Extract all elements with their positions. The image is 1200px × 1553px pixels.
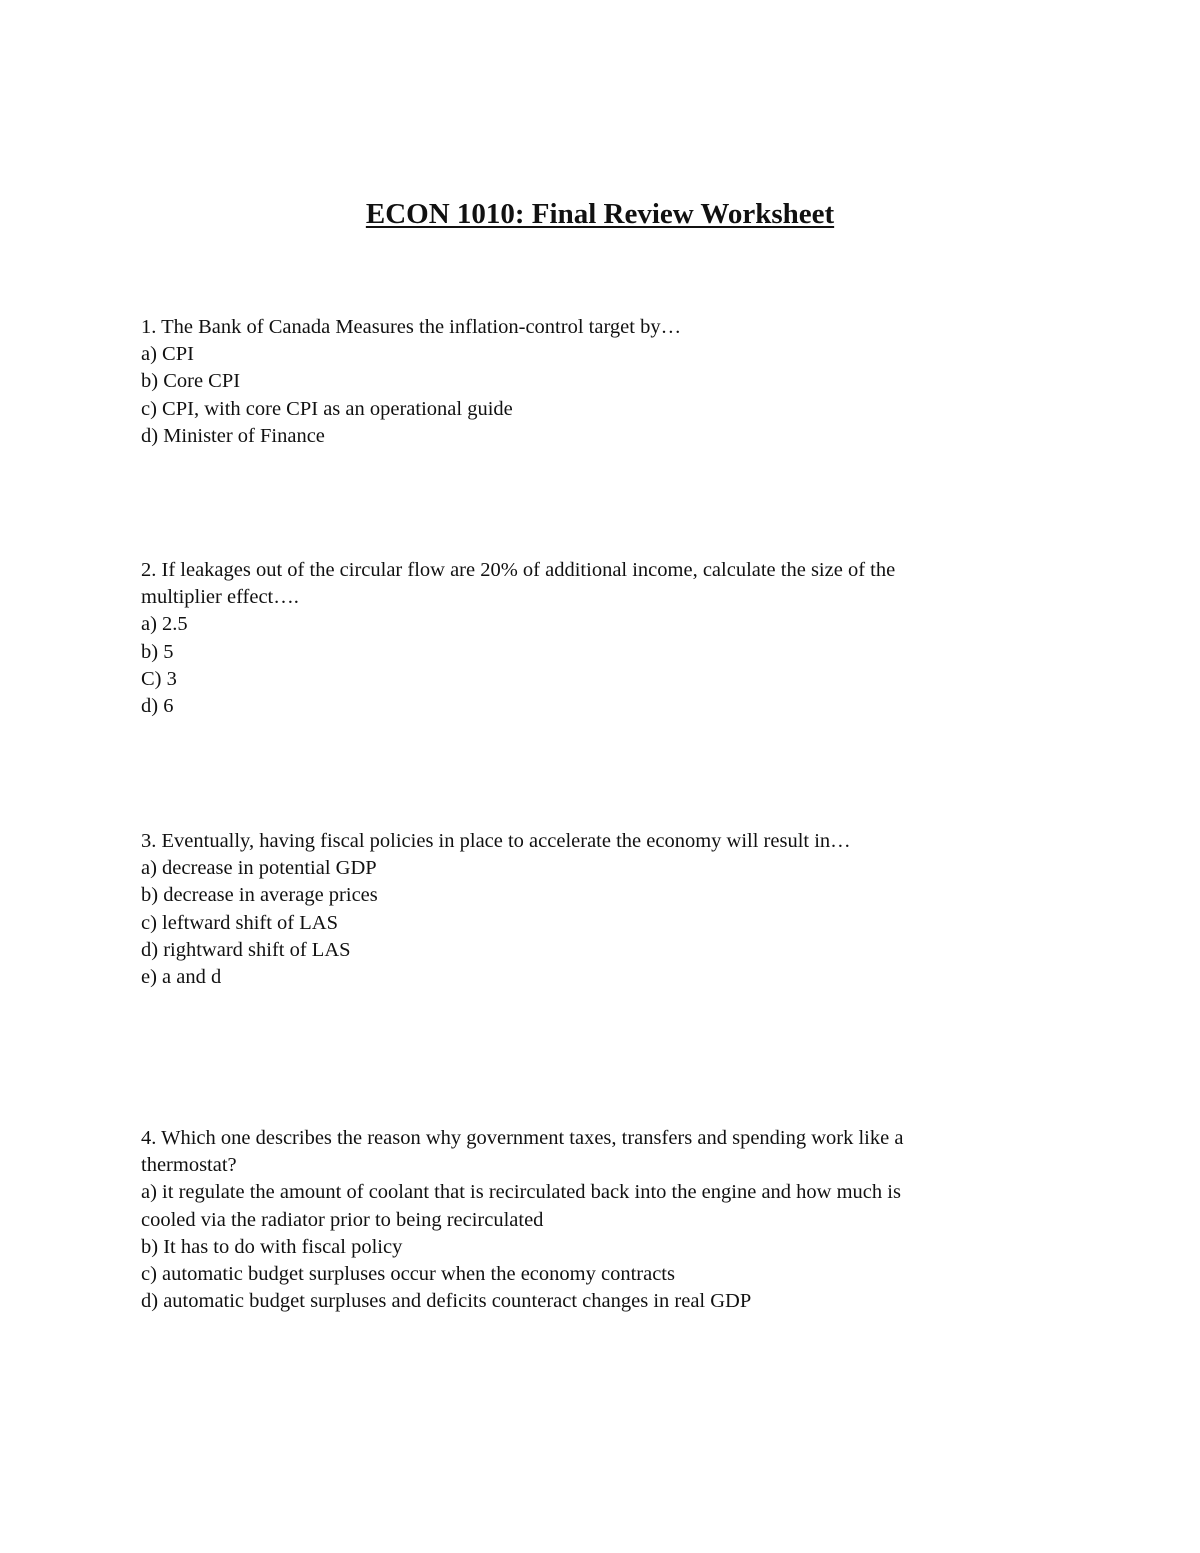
question-2-option-a: a) 2.5 bbox=[141, 613, 188, 636]
page-title bbox=[0, 196, 1200, 232]
question-2-stem-line-1: 2. If leakages out of the circular flow are 20% of additional income, calculate the size of the bbox=[141, 559, 896, 581]
question-4-option-b: b) It has to do with fiscal policy bbox=[141, 1235, 403, 1258]
question-3-option-d: d) rightward shift of LAS bbox=[141, 938, 351, 961]
question-4 bbox=[141, 1125, 1041, 1315]
question-2 bbox=[141, 557, 1041, 720]
page-title-text: ECON 1010: Final Review Worksheet bbox=[365, 198, 835, 230]
question-1-option-a: a) CPI bbox=[141, 343, 194, 366]
question-3 bbox=[141, 828, 1041, 991]
question-4-option-a-line-1: a) it regulate the amount of coolant that is recirculated back into the engine and how much is bbox=[141, 1181, 901, 1204]
question-4-option-a-line-2: cooled via the radiator prior to being recirculated bbox=[141, 1208, 544, 1231]
question-2-stem-line-2: multiplier effect…. bbox=[141, 586, 299, 609]
question-2-option-c: C) 3 bbox=[141, 667, 177, 690]
question-2-option-d: d) 6 bbox=[141, 695, 174, 718]
question-2-option-b: b) 5 bbox=[141, 640, 174, 663]
question-4-stem-line-1: 4. Which one describes the reason why government taxes, transfers and spending work like a bbox=[141, 1127, 904, 1149]
question-1-option-d: d) Minister of Finance bbox=[141, 424, 325, 447]
question-4-option-c: c) automatic budget surpluses occur when the economy contracts bbox=[141, 1263, 675, 1286]
question-3-option-b: b) decrease in average prices bbox=[141, 884, 378, 907]
question-3-option-e: e) a and d bbox=[141, 966, 222, 989]
question-1-option-c: c) CPI, with core CPI as an operational guide bbox=[141, 397, 513, 420]
question-3-option-c: c) leftward shift of LAS bbox=[141, 911, 338, 934]
question-1-stem: 1. The Bank of Canada Measures the inflation-control target by… bbox=[141, 316, 682, 338]
question-3-stem: 3. Eventually, having fiscal policies in place to accelerate the economy will result in… bbox=[141, 830, 851, 852]
question-1-option-b: b) Core CPI bbox=[141, 370, 241, 393]
question-3-option-a: a) decrease in potential GDP bbox=[141, 857, 377, 880]
question-1 bbox=[141, 314, 1041, 450]
question-4-stem-line-2: thermostat? bbox=[141, 1154, 237, 1177]
question-4-option-d: d) automatic budget surpluses and deficits counteract changes in real GDP bbox=[141, 1290, 752, 1313]
